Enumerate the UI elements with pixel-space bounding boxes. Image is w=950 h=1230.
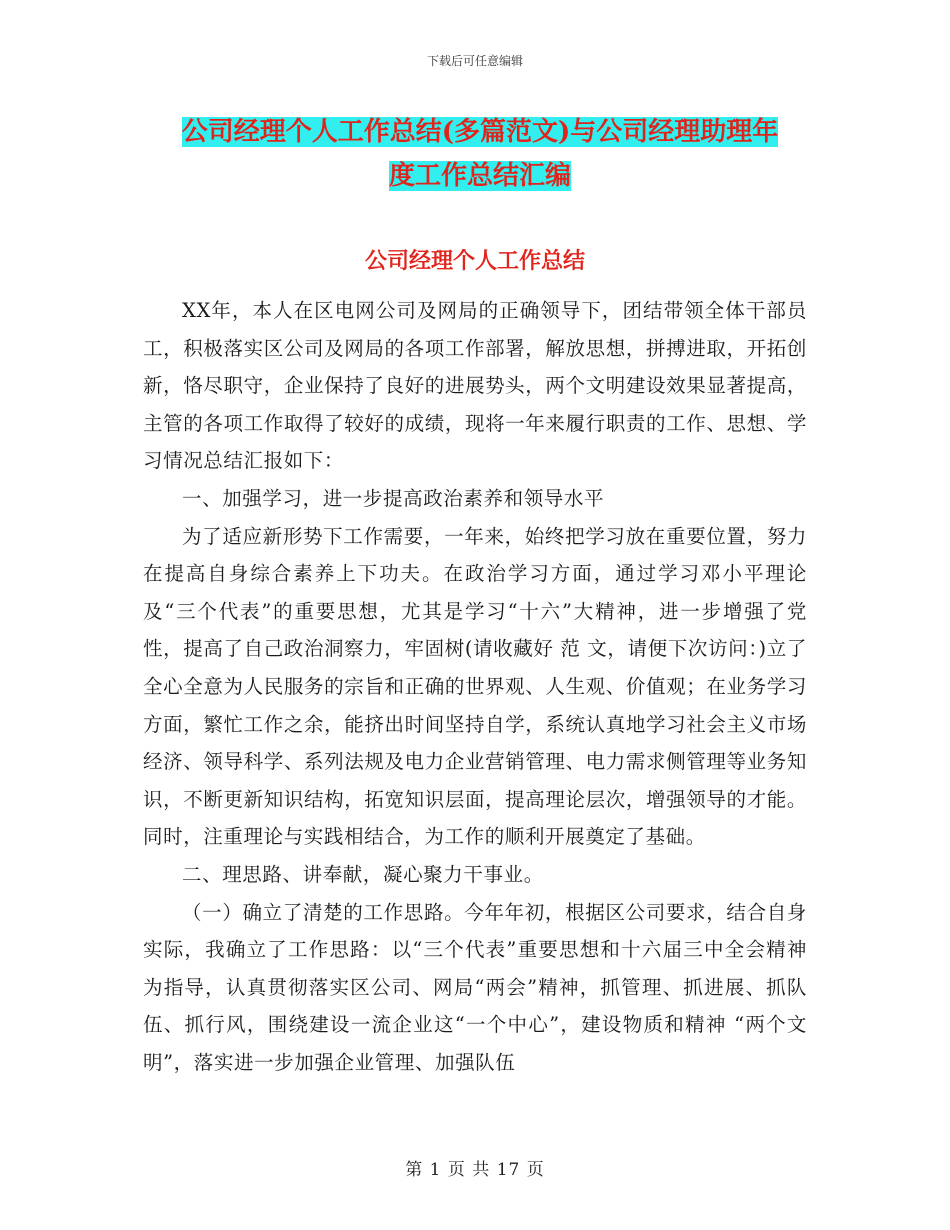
paragraph-work-plan: （一）确立了清楚的工作思路。今年年初，根据区公司要求，结合自身实际，我确立了工作思路：以“三个代表”重要思想和十六届三中全会精神为指导，认真贯彻落实区公司、网局“两会”精神，抓管理、抓进展、抓队伍、抓行风，围绕建设一流企业这“一个中心”，建设物质和精神 “两个文明”，落实进一步加强企业管理、加强队伍 <box>143 900 807 1074</box>
heading-part-2: 二、理思路、讲奉献，凝心聚力干事业。 <box>182 862 544 886</box>
document-body <box>143 292 807 1081</box>
page-footer: 第 1 页 共 17 页 <box>405 1160 545 1180</box>
section-title: 公司经理个人工作总结 <box>364 248 585 274</box>
heading-part-1: 一、加强学习，进一步提高政治素养和领导水平 <box>182 486 605 510</box>
document-title <box>150 110 810 198</box>
paragraph-study: 为了适应新形势下工作需要，一年来，始终把学习放在重要位置，努力在提高自身综合素养上下功夫。在政治学习方面，通过学习邓小平理论及“三个代表”的重要思想，尤其是学习“十六”大精神，进一步增强了党性，提高了自己政治洞察力，牢固树(请收藏好 范 文，请便下次访问：)立了全心全意为人民服务的宗旨和正确的世界观、人生观、价值观；在业务学习方面，繁忙工作之余，能挤出时间坚持自学，系统认真地学习社会主义市场经济、领导科学、系列法规及电力企业营销管理、电力需求侧管理等业务知识，不断更新知识结构，拓宽知识层面，提高理论层次，增强领导的才能。同时，注重理论与实践相结合，为工作的顺利开展奠定了基础。 <box>143 524 807 849</box>
header-note: 下载后可任意编辑 <box>426 54 523 68</box>
document-title-line-1: 公司经理个人工作总结(多篇范文)与公司经理助理年 <box>181 117 779 147</box>
document-title-line-2: 度工作总结汇编 <box>388 161 571 191</box>
paragraph-intro: XX年，本人在区电网公司及网局的正确领导下，团结带领全体干部员工，积极落实区公司及网局的各项工作部署，解放思想，拼搏进取，开拓创新，恪尽职守，企业保持了良好的进展势头，两个文明建设效果显著提高，主管的各项工作取得了较好的成绩，现将一年来履行职责的工作、思想、学习情况总结汇报如下： <box>143 299 807 473</box>
